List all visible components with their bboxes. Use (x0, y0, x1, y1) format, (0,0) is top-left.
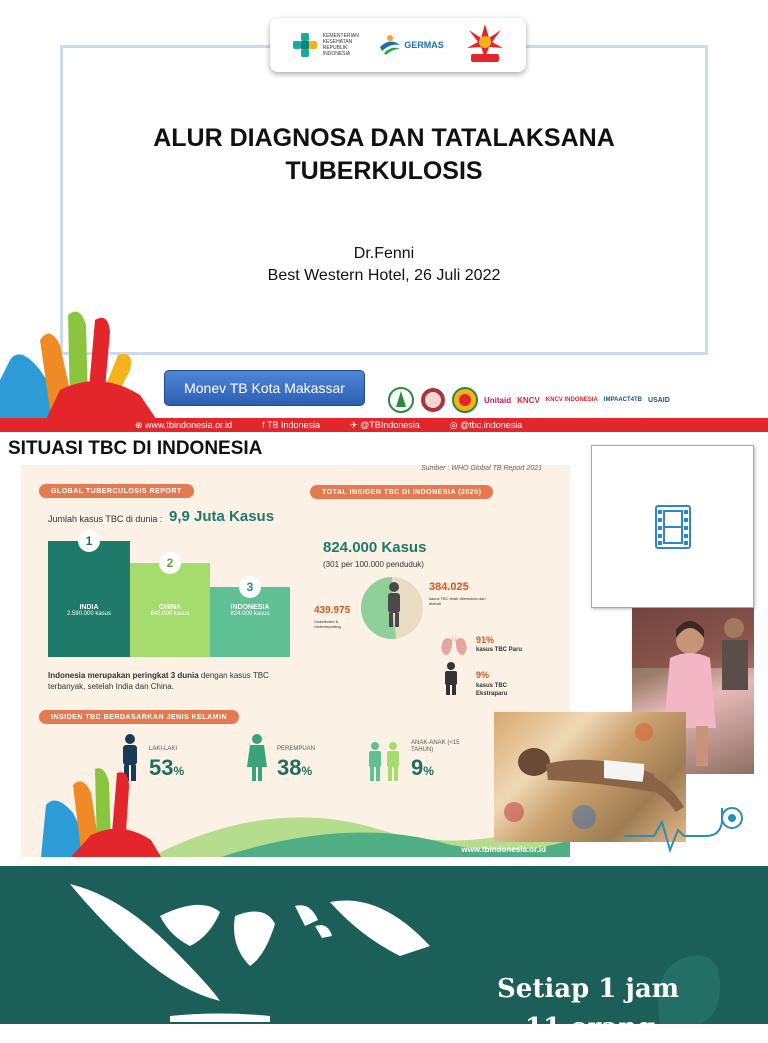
extrapulmonary-pct: 9% (476, 670, 490, 680)
gender-incidence-header: INSIDEN TBC BERDASARKAN JENIS KELAMIN (39, 710, 239, 724)
global-cases-value: 9,9 Juta Kasus (169, 508, 275, 525)
male-label: LAKI-LAKI (149, 746, 178, 752)
detected-value: 384.025 (429, 581, 469, 593)
presenter-info (60, 243, 708, 287)
facebook-icon: f (262, 420, 265, 430)
presentation-title (60, 122, 708, 188)
undetected-value: 439.975 (314, 605, 351, 616)
instagram-icon: ◎ (449, 419, 458, 430)
female-label: PEREMPUAN (277, 746, 316, 752)
total-cases-value: 824.000 Kasus (323, 539, 427, 556)
children-icon (366, 741, 402, 783)
pulmonary-label: kasus TBC Paru (476, 647, 523, 653)
extrapulmonary-label: kasus TBC Ekstraparu (476, 683, 508, 697)
country-bar-indonesia: 3 INDONESIA 824.000 kasus (210, 587, 290, 657)
toss-tbc-icon (465, 22, 505, 64)
female-icon (245, 733, 269, 783)
person-icon (383, 581, 405, 629)
partner-impaact4tb: IMPAACT4TB (603, 397, 643, 403)
presenter-name: Dr.Fenni (353, 245, 415, 262)
title-line-2: TUBERKULOSIS (285, 157, 483, 185)
partner-kncv: KNCV (517, 395, 540, 405)
title-slide (0, 0, 768, 432)
footer-website[interactable]: ⊕ www.tbindonesia.or.id (135, 419, 233, 430)
extrapulmonary-person-icon (441, 661, 461, 695)
lungs-circle-icon (420, 387, 446, 413)
monev-tb-button[interactable]: Monev TB Kota Makassar (164, 370, 365, 406)
male-value: 53% (149, 755, 185, 780)
partner-logos (388, 384, 768, 416)
tb-infographic (21, 465, 570, 857)
logo-bar (270, 18, 526, 72)
kemenkes-icon (291, 31, 319, 59)
infographic-hands (41, 765, 161, 857)
germas-icon (378, 33, 402, 57)
country-bar-china: 2 CHINA 842.000 kasus (130, 563, 210, 657)
country-bar-india: 1 INDIA 2.590.000 kasus (48, 541, 130, 657)
lungs-icon (439, 631, 469, 657)
footer-instagram[interactable]: ◎ @tbc.indonesia (449, 419, 523, 430)
statistic-line-2: 11 orang (525, 1013, 656, 1043)
indonesia-map-graphic (60, 876, 440, 1024)
pulmonary-pct: 91% (476, 635, 495, 645)
footer-facebook[interactable]: f TB Indonesia (262, 420, 321, 430)
partner-usaid: USAID (648, 396, 670, 404)
situation-slide (0, 432, 768, 866)
footer-twitter[interactable]: ✈ @TBIndonesia (350, 419, 420, 430)
kemenkes-logo (291, 31, 357, 59)
social-footer-band (0, 418, 768, 432)
global-report-header: GLOBAL TUBERCULOSIS REPORT (39, 484, 194, 498)
statistic-line-1: Setiap 1 jam (497, 974, 680, 1004)
global-cases-label: Jumlah kasus TBC di dunia : (48, 514, 163, 524)
detected-note: kasus TBC telah ditemukan dan diobati (429, 596, 486, 606)
germas-logo (378, 33, 444, 57)
film-icon (655, 505, 691, 549)
infographic-url: www.tbindonesia.or.id (461, 845, 546, 854)
colorful-hands-graphic (0, 300, 170, 432)
lungs-badge-icon (452, 387, 478, 413)
total-cases-rate: (301 per 100.000 penduduk) (323, 560, 424, 569)
ranking-note: Indonesia merupakan peringkat 3 dunia dengan kasus TBC terbanyak, setelah India dan China. (48, 671, 269, 691)
source-note: Sumber : WHO Global TB Report 2021 (421, 465, 542, 472)
statistic-slide (0, 866, 768, 1043)
undetected-note: Undetected & Underreporting (314, 619, 341, 629)
slide-title: SITUASI TBC DI INDONESIA (8, 438, 263, 459)
venue-date: Best Western Hotel, 26 Juli 2022 (267, 267, 501, 284)
female-value: 38% (277, 755, 313, 780)
kemenkes-text: KEMENTERIAN KESEHATAN REPUBLIK INDONESIA (322, 33, 359, 57)
total-incidence-header: TOTAL INSIDEN TBC DI INDONESIA (2020) (310, 485, 493, 499)
partner-kncv-indonesia: KNCV INDONESIA (545, 397, 598, 403)
children-label: ANAK-ANAK (<15 TAHUN) (411, 740, 460, 753)
partner-emblem-icon (388, 387, 414, 413)
partner-unitaid: Unitaid (484, 395, 512, 405)
twitter-icon: ✈ (350, 419, 358, 430)
video-placeholder[interactable] (591, 445, 754, 608)
germas-text: GERMAS (404, 40, 444, 50)
title-line-1: ALUR DIAGNOSA DAN TATALAKSANA (153, 124, 615, 152)
stethoscope-icon (624, 802, 748, 858)
toss-tbc-logo (465, 22, 505, 69)
children-value: 9% (411, 755, 434, 780)
